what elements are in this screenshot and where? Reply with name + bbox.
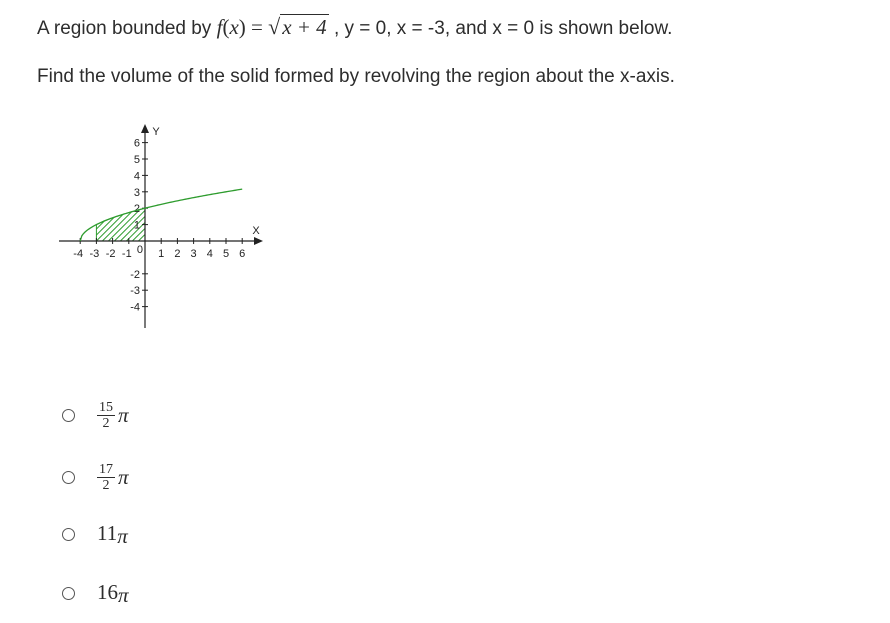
y-tick-label: 4 <box>133 170 140 183</box>
y-tick-label: 6 <box>133 137 140 150</box>
answer-option-c[interactable] <box>62 521 128 549</box>
region-graph <box>55 122 275 332</box>
y-tick-label: 1 <box>133 219 140 232</box>
y-axis-label: Y <box>152 126 160 138</box>
question-prefix: A region bounded by <box>37 18 212 39</box>
x-tick-label: 2 <box>174 248 181 260</box>
x-tick-label: -2 <box>105 248 116 260</box>
question-line-1 <box>37 14 672 40</box>
x-tick-label: 6 <box>239 248 246 260</box>
y-tick-label: 3 <box>133 186 140 199</box>
answer-option-a[interactable] <box>62 400 129 431</box>
y-axis-arrow <box>141 124 149 133</box>
x-axis-arrow <box>254 237 263 245</box>
origin-label: 0 <box>136 244 143 256</box>
y-tick-label: -4 <box>130 301 140 314</box>
function-expression: f(x) = √x + 4 <box>216 14 327 39</box>
option-c-label: 11π <box>97 521 128 548</box>
answer-option-d[interactable] <box>62 580 129 608</box>
square-root: √x + 4 <box>268 14 327 39</box>
x-tick-label: -4 <box>73 248 84 260</box>
x-tick-label: 1 <box>158 248 165 260</box>
answer-option-b[interactable] <box>62 462 129 493</box>
y-tick-label: 5 <box>133 154 140 166</box>
y-tick-label: 2 <box>133 203 140 216</box>
option-c-radio[interactable] <box>62 528 75 541</box>
option-d-label: 16π <box>97 580 129 607</box>
x-tick-label: -1 <box>121 248 132 260</box>
x-tick-label: 3 <box>190 248 197 260</box>
y-tick-label: -2 <box>130 268 140 281</box>
option-a-label: $\frac{15}{2}$ π <box>99 400 129 431</box>
option-d-radio[interactable] <box>62 587 75 600</box>
question-suffix: , y = 0, x = -3, and x = 0 is shown below. <box>333 18 673 39</box>
x-tick-label: 5 <box>222 248 230 260</box>
y-tick-label: -3 <box>130 285 140 298</box>
x-tick-label: -3 <box>89 248 100 260</box>
option-b-label: $\frac{17}{2}$ π <box>99 462 129 493</box>
x-axis-label: X <box>252 225 260 237</box>
x-tick-label: 4 <box>206 248 213 260</box>
option-a-radio[interactable] <box>62 409 75 422</box>
question-line-2: Find the volume of the solid formed by revolving the region about the x-axis. <box>37 66 675 87</box>
option-b-radio[interactable] <box>62 471 75 484</box>
